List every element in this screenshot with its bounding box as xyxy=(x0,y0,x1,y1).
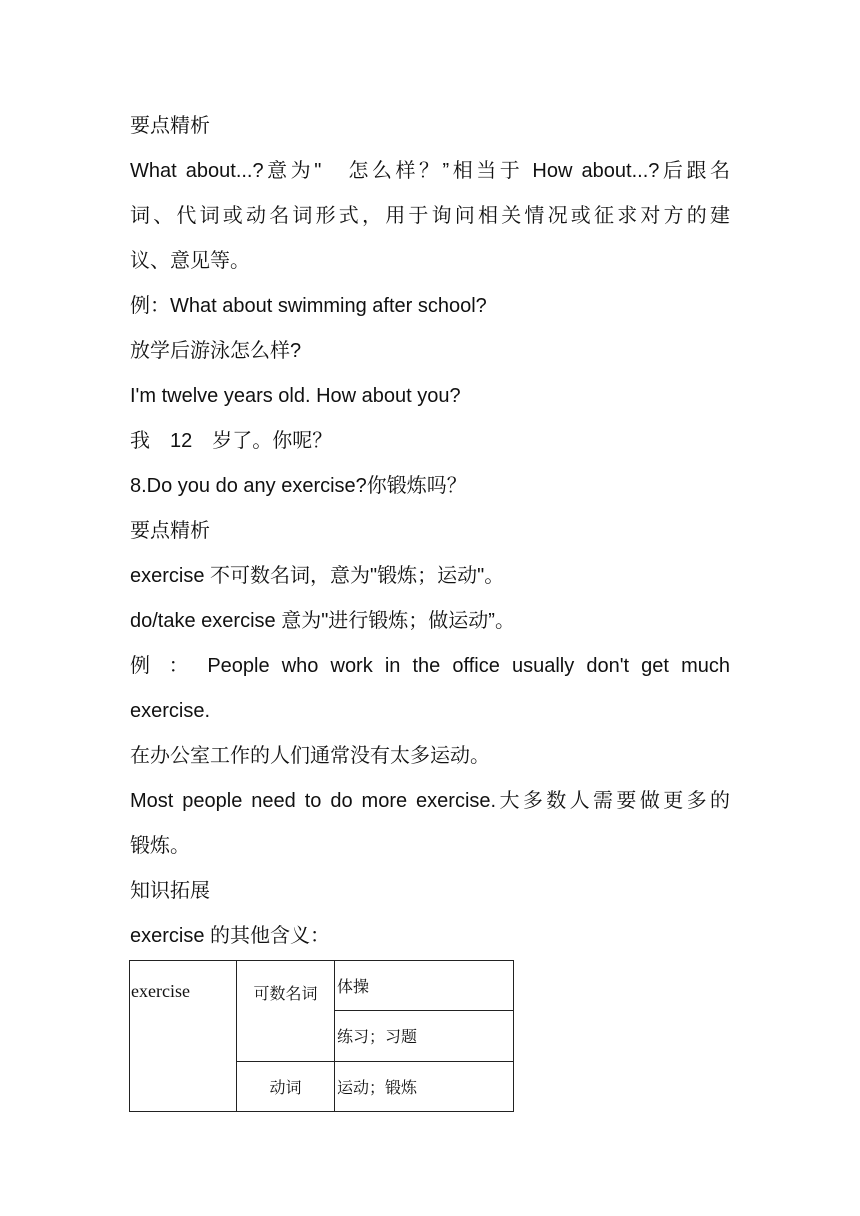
translation-line: 锻炼。 xyxy=(130,835,190,857)
meaning-cell: 练习；习题 xyxy=(335,1011,514,1061)
numbered-sentence: 8.Do you do any exercise?你锻炼吗？ xyxy=(130,475,467,497)
paragraph-line: 词、代词或动名词形式，用于询问相关情况或征求对方的建 xyxy=(130,205,730,227)
example-line: Most people need to do more exercise.大多数人需要做更多的 xyxy=(130,790,730,812)
word-cell: exercise xyxy=(130,961,237,1112)
meanings-table xyxy=(129,960,514,1112)
example-line: 例 ： People who work in the office usually don't get much xyxy=(130,655,730,677)
example-line: 例：What about swimming after school? xyxy=(130,295,487,317)
heading-key-points: 要点精析 xyxy=(130,520,210,542)
translation-line: 我 12 岁了。你呢？ xyxy=(130,430,333,452)
paragraph-line: do/take exercise 意为"进行锻炼；做运动”。 xyxy=(130,610,515,632)
pos-cell-verb: 动词 xyxy=(237,1061,335,1111)
table-row xyxy=(130,961,514,1011)
heading-key-points: 要点精析 xyxy=(130,115,210,137)
pos-cell-noun: 可数名词 xyxy=(237,961,335,1062)
translation-line: 在办公室工作的人们通常没有太多运动。 xyxy=(130,745,490,767)
paragraph-line: exercise 不可数名词，意为"锻炼；运动"。 xyxy=(130,565,505,587)
translation-line: 放学后游泳怎么样? xyxy=(130,340,302,362)
meaning-cell: 运动；锻炼 xyxy=(335,1061,514,1111)
meaning-cell: 体操 xyxy=(335,961,514,1011)
paragraph-line: What about...?意为" 怎么样？”相当于 How about...?后跟名 xyxy=(130,160,730,182)
example-line: exercise. xyxy=(130,700,211,722)
example-line: I'm twelve years old. How about you? xyxy=(130,385,461,407)
paragraph-line: 议、意见等。 xyxy=(130,250,250,272)
paragraph-line: exercise 的其他含义： xyxy=(130,925,331,947)
document-body xyxy=(130,104,730,959)
heading-knowledge-extension: 知识拓展 xyxy=(130,880,210,902)
